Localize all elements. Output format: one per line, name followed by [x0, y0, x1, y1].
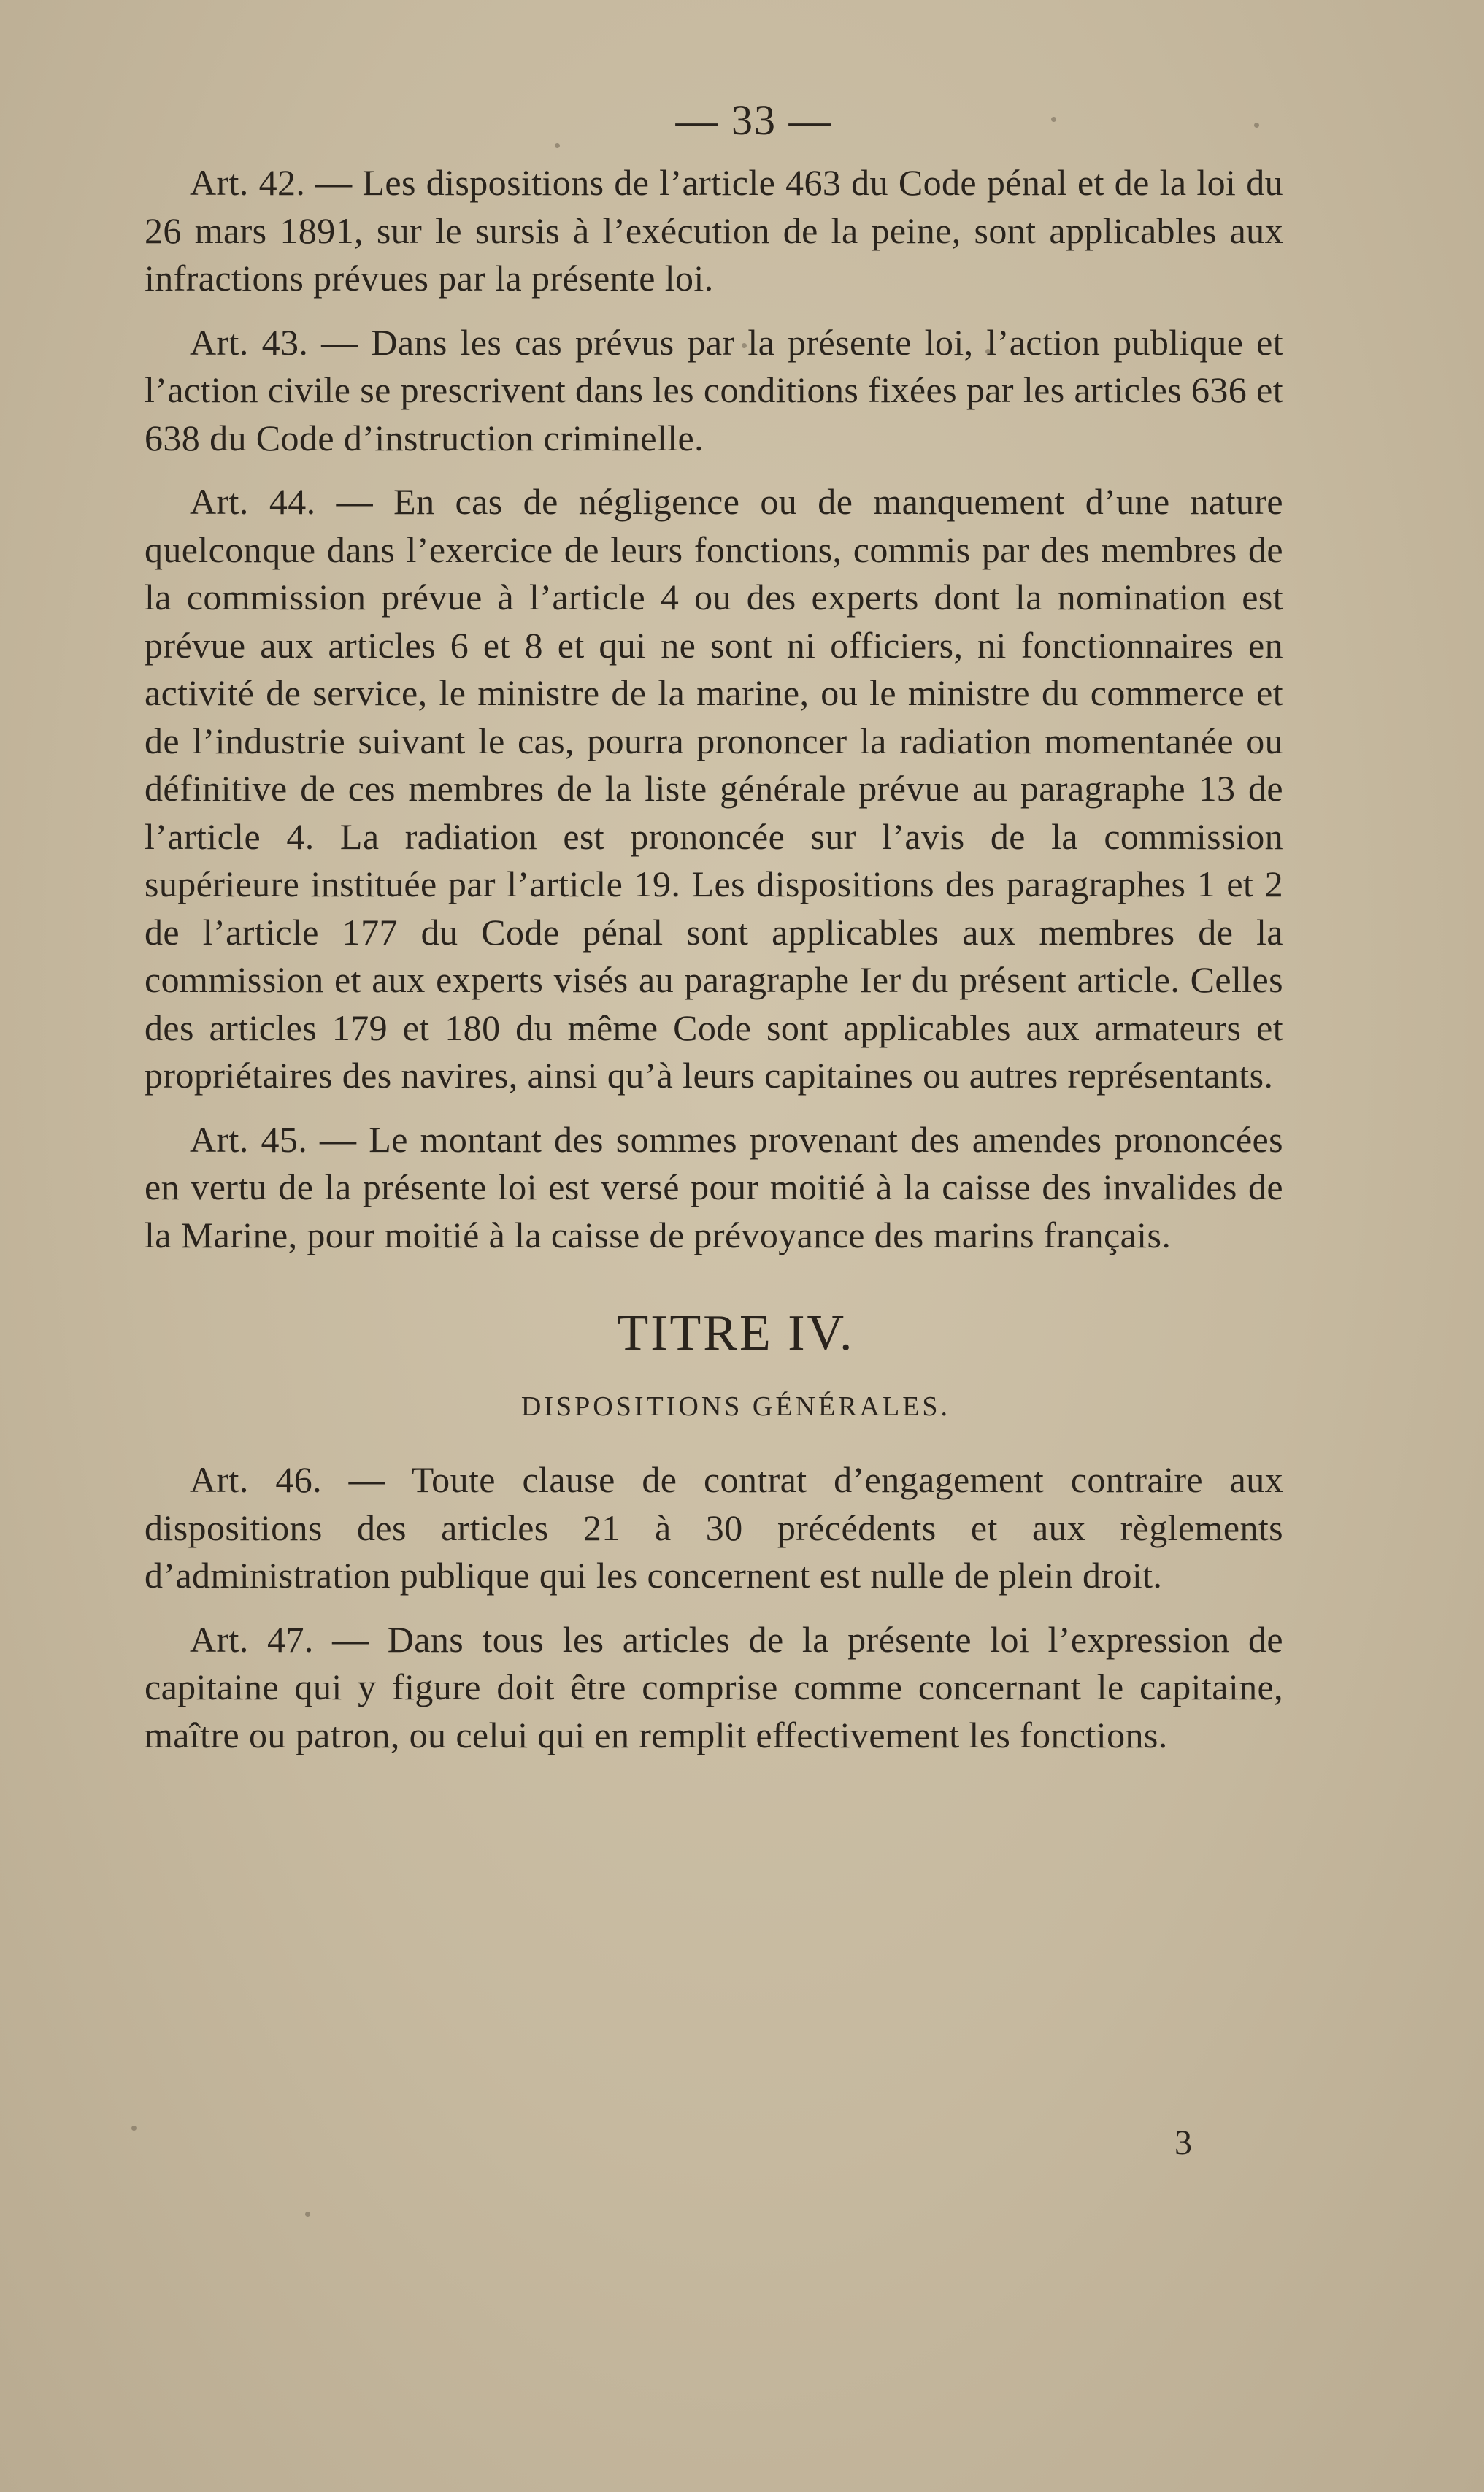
section-title: TITRE IV.	[617, 1305, 855, 1361]
text-column	[145, 95, 1283, 2416]
page-header: — 33 —	[675, 96, 833, 144]
article-47: Art. 47. — Dans tous les articles de la présente loi l’expression de capitaine qui y figure doit être comprise comme concernant le capitaine, maître ou patron, ou celui qui en remplit effectivement les fonctions.	[145, 1618, 1283, 1755]
article-45: Art. 45. — Le montant des sommes provenant des amendes prononcées en vertu de la présente loi est versé pour moitié à la caisse des invalides de la Marine, pour moitié à la caisse de prévoyance des marins français.	[145, 1118, 1283, 1255]
paper-speck	[131, 2126, 137, 2131]
page-number: 3	[1174, 2123, 1192, 2162]
article-43: Art. 43. — Dans les cas prévus par la présente loi, l’action publique et l’action civile se prescrivent dans les conditions fixées par les articles 636 et 638 du Code d’instruction criminelle.	[145, 321, 1283, 458]
section-subtitle: DISPOSITIONS GÉNÉRALES.	[520, 1391, 951, 1422]
article-42: Art. 42. — Les dispositions de l’article 463 du Code pénal et de la loi du 26 mars 1891, sur le sursis à l’exécution de la peine, sont applicables aux infractions prévues par la présente loi.	[145, 162, 1283, 299]
article-46: Art. 46. — Toute clause de contrat d’engagement contraire aux dispositions des articles 21 à 30 précédents et aux règlements d’administration publique qui les concernent est nulle de plein droit.	[145, 1459, 1283, 1596]
article-44: Art. 44. — En cas de négligence ou de manquement d’une nature quelconque dans l’exercice de leurs fonctions, commis par des membres de la commission prévue à l’article 4 ou des experts dont la nomination est prévue aux articles 6 et 8 et qui ne sont ni officiers, ni fonctionnaires en activité de service, le ministre de la marine, ou le ministre du commerce et de l’industrie suivant le cas, pourra prononcer la radiation momentanée ou définitive de ces membres de la liste générale prévue au paragraphe 13 de l’article 4. La radiation est prononcée sur l’avis de la commission supérieure instituée par l’article 19. Les dispositions des paragraphes 1 et 2 de l’article 177 du Code pénal sont applicables aux membres de la commission et aux experts visés au paragraphe Ier du présent article. Celles des articles 179 et 180 du même Code sont applicables aux armateurs et propriétaires des navires, ainsi qu’à leurs capitaines ou autres représentants.	[145, 481, 1283, 1096]
